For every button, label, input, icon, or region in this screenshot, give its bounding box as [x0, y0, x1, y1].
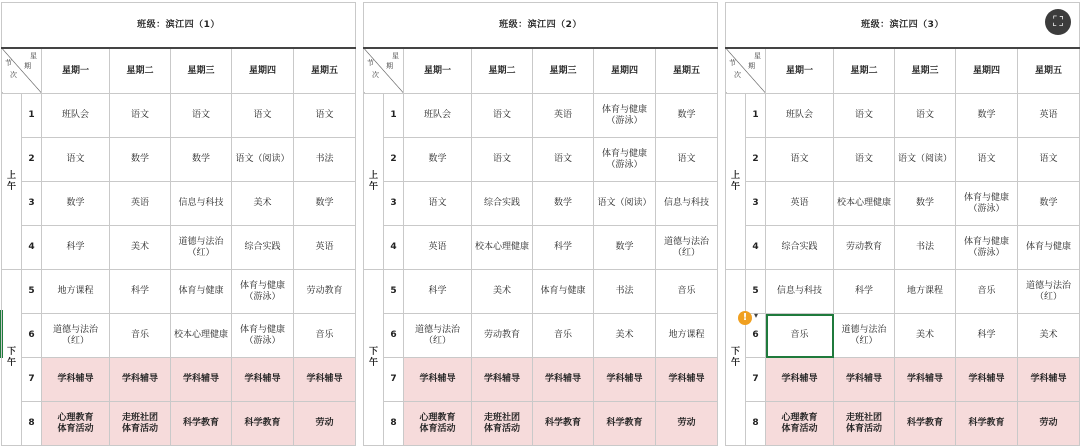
weekday-header[interactable]: 星期四 [594, 48, 656, 94]
fullscreen-icon[interactable]: ⛶ [1045, 9, 1071, 35]
period-number[interactable]: 2 [384, 138, 404, 182]
course-cell[interactable]: 体育与健康 （游泳） [232, 270, 294, 314]
course-cell[interactable]: 体育与健康 （游泳） [594, 94, 656, 138]
course-cell[interactable]: 语文 [656, 138, 718, 182]
course-cell[interactable]: 心理教育 体育活动 [404, 402, 472, 446]
course-cell[interactable]: 英语 [533, 94, 594, 138]
course-cell[interactable]: 科学 [404, 270, 472, 314]
course-cell[interactable]: 数学 [533, 182, 594, 226]
course-cell[interactable]: 数学 [110, 138, 171, 182]
course-cell[interactable]: 体育与健康 （游泳） [956, 182, 1018, 226]
course-cell[interactable]: 书法 [594, 270, 656, 314]
course-cell[interactable]: 校本心理健康 [834, 182, 895, 226]
course-cell[interactable]: 道德与法治 （红） [1018, 270, 1080, 314]
period-number[interactable]: 7 [22, 358, 42, 402]
course-cell[interactable]: 学科辅导 [533, 358, 594, 402]
course-cell[interactable]: 体育与健康 （游泳） [956, 226, 1018, 270]
period-row [726, 138, 1080, 182]
period-row [2, 402, 356, 446]
period-number[interactable]: 5 [746, 270, 766, 314]
course-cell[interactable]: 语文 [956, 138, 1018, 182]
corner-label: 节 [729, 59, 736, 67]
period-row [2, 226, 356, 270]
period-number[interactable]: 4 [22, 226, 42, 270]
period-number[interactable]: 6 [746, 314, 766, 358]
course-cell[interactable]: 学科辅导 [110, 358, 171, 402]
course-cell[interactable]: 班队会 [42, 94, 110, 138]
course-cell[interactable]: 信息与科技 [656, 182, 718, 226]
course-cell[interactable]: 综合实践 [472, 182, 533, 226]
period-number[interactable]: 4 [384, 226, 404, 270]
course-cell[interactable]: 科学教育 [895, 402, 956, 446]
course-cell[interactable]: 学科辅导 [766, 358, 834, 402]
course-cell[interactable]: 英语 [404, 226, 472, 270]
course-cell[interactable]: 美术 [594, 314, 656, 358]
course-cell[interactable]: 书法 [294, 138, 356, 182]
course-cell[interactable]: 体育与健康 [171, 270, 232, 314]
course-cell[interactable]: 学科辅导 [594, 358, 656, 402]
period-row [364, 182, 718, 226]
course-cell[interactable]: 数学 [171, 138, 232, 182]
course-cell[interactable]: 英语 [766, 182, 834, 226]
course-cell[interactable]: 英语 [1018, 94, 1080, 138]
corner-label: 星 [392, 52, 399, 60]
period-number[interactable]: 6 [384, 314, 404, 358]
corner-label: 期 [24, 62, 31, 70]
course-cell[interactable]: 体育与健康 （游泳） [232, 314, 294, 358]
period-row [726, 270, 1080, 314]
course-cell[interactable]: 音乐 [656, 270, 718, 314]
course-cell[interactable]: 语文（阅读） [594, 182, 656, 226]
course-cell[interactable]: 美术 [232, 182, 294, 226]
course-cell[interactable]: 班队会 [766, 94, 834, 138]
course-cell[interactable]: 综合实践 [232, 226, 294, 270]
period-row [364, 314, 718, 358]
weekday-header[interactable]: 星期三 [533, 48, 594, 94]
course-cell[interactable]: 科学 [956, 314, 1018, 358]
course-cell[interactable]: 音乐 [956, 270, 1018, 314]
course-cell[interactable]: 道德与法治 （红） [42, 314, 110, 358]
period-number[interactable]: 1 [746, 94, 766, 138]
course-cell[interactable]: 信息与科技 [171, 182, 232, 226]
period-row [726, 358, 1080, 402]
class-title[interactable]: 班级：滨江四（1） [2, 3, 356, 49]
class-timetable [363, 2, 718, 446]
period-number[interactable]: 2 [22, 138, 42, 182]
period-number[interactable]: 1 [22, 94, 42, 138]
period-row [2, 138, 356, 182]
course-cell[interactable]: 心理教育 体育活动 [766, 402, 834, 446]
course-cell[interactable]: 音乐 [533, 314, 594, 358]
course-cell[interactable]: 劳动教育 [472, 314, 533, 358]
course-cell[interactable]: 地方课程 [895, 270, 956, 314]
period-row [364, 402, 718, 446]
class-title[interactable]: 班级：滨江四（3） [726, 3, 1080, 49]
weekday-header[interactable]: 星期五 [656, 48, 718, 94]
course-cell[interactable]: 科学 [110, 270, 171, 314]
course-cell[interactable]: 学科辅导 [956, 358, 1018, 402]
course-cell[interactable]: 信息与科技 [766, 270, 834, 314]
course-cell[interactable]: 语文 [294, 94, 356, 138]
course-cell[interactable]: 语文 [42, 138, 110, 182]
weekday-header[interactable]: 星期二 [472, 48, 533, 94]
course-cell[interactable]: 科学教育 [171, 402, 232, 446]
course-cell[interactable]: 科学教育 [956, 402, 1018, 446]
course-cell[interactable]: 走班社团 体育活动 [110, 402, 171, 446]
course-cell[interactable]: 地方课程 [42, 270, 110, 314]
corner-header-cell[interactable] [364, 48, 404, 94]
period-row [726, 182, 1080, 226]
course-cell[interactable]: 语文 [472, 138, 533, 182]
weekday-header[interactable]: 星期五 [294, 48, 356, 94]
course-cell[interactable]: 学科辅导 [294, 358, 356, 402]
course-cell[interactable]: 学科辅导 [656, 358, 718, 402]
course-cell[interactable]: 科学 [533, 226, 594, 270]
course-cell[interactable]: 科学教育 [594, 402, 656, 446]
morning-label[interactable]: 上 午 [726, 94, 746, 270]
period-number[interactable]: 3 [746, 182, 766, 226]
period-number[interactable]: 3 [384, 182, 404, 226]
period-row [364, 270, 718, 314]
course-cell[interactable]: 语文 [834, 138, 895, 182]
period-row [2, 182, 356, 226]
course-cell[interactable]: 班队会 [404, 94, 472, 138]
period-row [726, 226, 1080, 270]
course-cell[interactable]: 劳动教育 [834, 226, 895, 270]
period-row [364, 94, 718, 138]
course-cell[interactable]: 语文（阅读） [232, 138, 294, 182]
course-cell[interactable]: 数学 [404, 138, 472, 182]
period-number[interactable]: 2 [746, 138, 766, 182]
course-cell[interactable]: 道德与法治 （红） [404, 314, 472, 358]
course-cell[interactable]: 科学教育 [232, 402, 294, 446]
period-number[interactable]: 1 [384, 94, 404, 138]
course-cell[interactable]: 学科辅导 [1018, 358, 1080, 402]
corner-label: 次 [734, 71, 741, 79]
course-cell[interactable]: 语文（阅读） [895, 138, 956, 182]
course-cell[interactable]: 语文 [766, 138, 834, 182]
course-cell[interactable]: 音乐 [110, 314, 171, 358]
corner-label: 次 [372, 71, 379, 79]
afternoon-label[interactable]: 下 午 [726, 270, 746, 446]
afternoon-label[interactable]: 下 午 [2, 270, 22, 446]
course-cell[interactable]: 体育与健康 [533, 270, 594, 314]
class-title[interactable]: 班级：滨江四（2） [364, 3, 718, 49]
course-cell[interactable]: 音乐 [294, 314, 356, 358]
weekday-header[interactable]: 星期一 [42, 48, 110, 94]
course-cell[interactable]: 语文 [404, 182, 472, 226]
weekday-header[interactable]: 星期二 [834, 48, 895, 94]
course-cell[interactable]: 校本心理健康 [171, 314, 232, 358]
course-cell[interactable]: 美术 [1018, 314, 1080, 358]
corner-label: 期 [386, 62, 393, 70]
corner-label: 星 [30, 52, 37, 60]
course-cell[interactable]: 劳动 [294, 402, 356, 446]
period-number[interactable]: 6 [22, 314, 42, 358]
course-cell[interactable]: 数学 [294, 182, 356, 226]
course-cell[interactable]: 校本心理健康 [472, 226, 533, 270]
period-number[interactable]: 8 [22, 402, 42, 446]
course-cell[interactable]: 体育与健康 （游泳） [594, 138, 656, 182]
period-row [2, 94, 356, 138]
morning-label[interactable]: 上 午 [364, 94, 384, 270]
course-cell[interactable]: 学科辅导 [42, 358, 110, 402]
course-cell[interactable]: 科学 [834, 270, 895, 314]
period-number[interactable]: 8 [746, 402, 766, 446]
afternoon-label[interactable]: 下 午 [364, 270, 384, 446]
course-cell[interactable]: 科学 [42, 226, 110, 270]
morning-label[interactable]: 上 午 [2, 94, 22, 270]
course-cell[interactable]: 数学 [1018, 182, 1080, 226]
period-row [364, 138, 718, 182]
period-number[interactable]: 3 [22, 182, 42, 226]
course-cell[interactable]: 学科辅导 [834, 358, 895, 402]
course-cell[interactable]: 数学 [42, 182, 110, 226]
course-cell[interactable]: 语文 [834, 94, 895, 138]
course-cell[interactable]: 英语 [294, 226, 356, 270]
course-cell[interactable]: 科学教育 [533, 402, 594, 446]
period-row [2, 314, 356, 358]
course-cell[interactable]: 劳动 [656, 402, 718, 446]
period-number[interactable]: 4 [746, 226, 766, 270]
weekday-header[interactable]: 星期一 [766, 48, 834, 94]
warning-icon[interactable]: ! [738, 311, 752, 325]
period-number[interactable]: 7 [384, 358, 404, 402]
period-number[interactable]: 8 [384, 402, 404, 446]
course-cell[interactable]: 语文 [232, 94, 294, 138]
course-cell[interactable]: 地方课程 [656, 314, 718, 358]
course-cell[interactable]: 数学 [956, 94, 1018, 138]
class-timetable [1, 2, 356, 446]
class-timetable [725, 2, 1080, 446]
corner-label: 期 [748, 62, 755, 70]
period-row [364, 226, 718, 270]
weekday-header[interactable]: 星期三 [171, 48, 232, 94]
course-cell[interactable]: 数学 [895, 182, 956, 226]
weekday-header[interactable]: 星期四 [232, 48, 294, 94]
chevron-down-icon[interactable]: ▾ [754, 311, 759, 320]
course-cell[interactable]: 劳动 [1018, 402, 1080, 446]
weekday-header[interactable]: 星期三 [895, 48, 956, 94]
course-cell[interactable]: 走班社团 体育活动 [834, 402, 895, 446]
course-cell[interactable]: 学科辅导 [472, 358, 533, 402]
course-cell[interactable]: 心理教育 体育活动 [42, 402, 110, 446]
course-cell[interactable]: 美术 [110, 226, 171, 270]
course-cell[interactable]: 体育与健康 [1018, 226, 1080, 270]
period-number[interactable]: 5 [22, 270, 42, 314]
period-row [2, 270, 356, 314]
course-cell[interactable]: 美术 [895, 314, 956, 358]
period-number[interactable]: 7 [746, 358, 766, 402]
course-cell[interactable]: 数学 [656, 94, 718, 138]
weekday-header[interactable]: 星期五 [1018, 48, 1080, 94]
course-cell[interactable]: 学科辅导 [404, 358, 472, 402]
course-cell[interactable]: 道德与法治 （红） [656, 226, 718, 270]
corner-label: 星 [754, 52, 761, 60]
weekday-header[interactable]: 星期二 [110, 48, 171, 94]
course-cell[interactable]: 数学 [594, 226, 656, 270]
corner-header-cell[interactable] [726, 48, 766, 94]
period-row [726, 314, 1080, 358]
course-cell[interactable]: 综合实践 [766, 226, 834, 270]
corner-label: 节 [367, 59, 374, 67]
period-row [726, 402, 1080, 446]
course-cell[interactable]: 音乐 [766, 314, 834, 358]
weekday-header[interactable]: 星期四 [956, 48, 1018, 94]
weekday-header[interactable]: 星期一 [404, 48, 472, 94]
course-cell[interactable]: 语文 [472, 94, 533, 138]
course-cell[interactable]: 语文 [171, 94, 232, 138]
course-cell[interactable]: 语文 [1018, 138, 1080, 182]
period-row [364, 358, 718, 402]
course-cell[interactable]: 美术 [472, 270, 533, 314]
corner-label: 节 [5, 59, 12, 67]
period-row [2, 358, 356, 402]
course-cell[interactable]: 道德与法治 （红） [834, 314, 895, 358]
course-cell[interactable]: 语文 [110, 94, 171, 138]
course-cell[interactable]: 语文 [533, 138, 594, 182]
course-cell[interactable]: 学科辅导 [895, 358, 956, 402]
course-cell[interactable]: 学科辅导 [232, 358, 294, 402]
period-row [726, 94, 1080, 138]
course-cell[interactable]: 英语 [110, 182, 171, 226]
corner-header-cell[interactable] [2, 48, 42, 94]
course-cell[interactable]: 劳动教育 [294, 270, 356, 314]
corner-label: 次 [10, 71, 17, 79]
course-cell[interactable]: 语文 [895, 94, 956, 138]
course-cell[interactable]: 道德与法治 （红） [171, 226, 232, 270]
course-cell[interactable]: 走班社团 体育活动 [472, 402, 533, 446]
period-number[interactable]: 5 [384, 270, 404, 314]
course-cell[interactable]: 学科辅导 [171, 358, 232, 402]
course-cell[interactable]: 书法 [895, 226, 956, 270]
